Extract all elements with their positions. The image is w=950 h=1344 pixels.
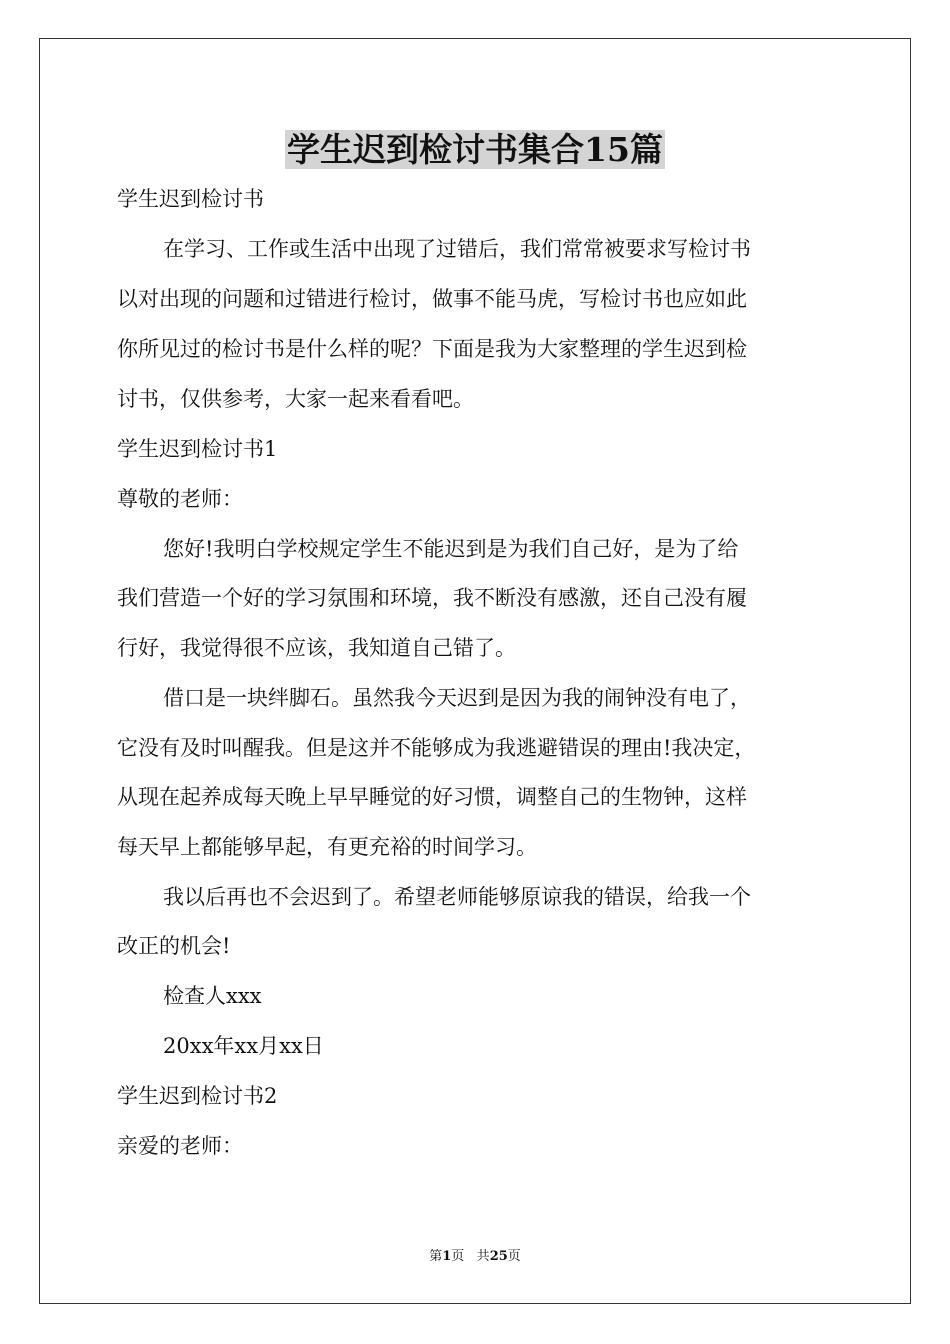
salutation: 尊敬的老师： — [117, 487, 243, 511]
paragraph-line: 讨书，仅供参考，大家一起来看看吧。 — [117, 387, 474, 411]
paragraph-line: 每天早上都能够早起，有更充裕的时间学习。 — [117, 835, 537, 859]
paragraph-line: 以对出现的问题和过错进行检讨，做事不能马虎，写检讨书也应如此 — [117, 287, 747, 311]
paragraph-line: 我们营造一个好的学习氛围和环境，我不断没有感激，还自己没有履 — [117, 586, 747, 610]
paragraph-line: 我以后再也不会迟到了。希望老师能够原谅我的错误，给我一个 — [163, 885, 751, 909]
document-title — [0, 128, 950, 172]
date-line: 20xx年xx月xx日 — [163, 1034, 324, 1058]
footer-page-suffix: 页 — [451, 1249, 465, 1264]
footer-total-pages: 25 — [489, 1249, 508, 1264]
paragraph-line: 在学习、工作或生活中出现了过错后，我们常常被要求写检讨书 — [163, 237, 751, 261]
footer-page-number: 1 — [442, 1249, 452, 1264]
footer-total-suffix: 页 — [507, 1249, 521, 1264]
section-heading: 学生迟到检讨书2 — [117, 1084, 278, 1108]
paragraph-line: 改正的机会! — [117, 934, 231, 958]
paragraph-line: 从现在起养成每天晚上早早睡觉的好习惯，调整自己的生物钟，这样 — [117, 785, 747, 809]
page-frame — [39, 38, 911, 1304]
section-heading: 学生迟到检讨书1 — [117, 437, 278, 461]
paragraph-line: 您好!我明白学校规定学生不能迟到是为我们自己好，是为了给 — [163, 537, 739, 561]
salutation: 亲爱的老师： — [117, 1134, 243, 1158]
document-title-text: 学生迟到检讨书集合15篇 — [287, 130, 663, 169]
page-footer — [0, 1248, 950, 1266]
footer-page-prefix: 第 — [429, 1249, 443, 1264]
signature-line: 检查人xxx — [163, 984, 262, 1008]
paragraph-line: 借口是一块绊脚石。虽然我今天迟到是因为我的闹钟没有电了， — [163, 686, 751, 710]
section-heading: 学生迟到检讨书 — [117, 187, 264, 211]
footer-total-prefix: 共 — [476, 1249, 490, 1264]
paragraph-line: 你所见过的检讨书是什么样的呢？下面是我为大家整理的学生迟到检 — [117, 337, 747, 361]
paragraph-line: 行好，我觉得很不应该，我知道自己错了。 — [117, 636, 516, 660]
paragraph-line: 它没有及时叫醒我。但是这并不能够成为我逃避错误的理由!我决定， — [117, 736, 756, 760]
